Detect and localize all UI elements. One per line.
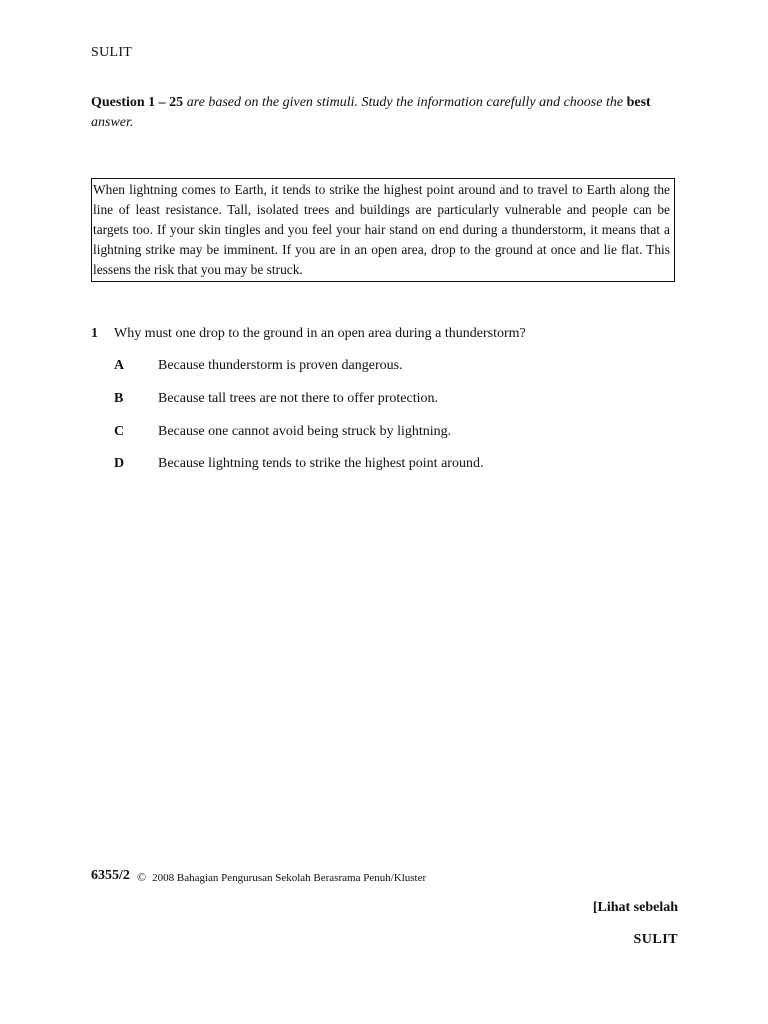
copyright-text: 2008 Bahagian Pengurusan Sekolah Berasrama Penuh/Kluster [152,872,427,884]
footer-next-page: [Lihat sebelah [592,900,678,915]
instructions-range: Question 1 – 25 [91,95,184,110]
option-c-letter: C [114,424,125,439]
footer-classification: SULIT [633,932,678,947]
option-c-text: Because one cannot avoid being struck by lightning. [158,424,452,439]
header-classification: SULIT [91,45,133,60]
option-b-text: Because tall trees are not there to offer protection. [158,391,439,406]
footer-paper-code: 6355/2 [91,868,130,883]
instructions-middle: are based on the given stimuli. Study the information carefully and choose the [183,95,627,110]
copyright-symbol: © [137,870,147,884]
stimulus-text: When lightning comes to Earth, it tends to strike the highest point around and to travel to Earth along the line of least resistance. Tall, isolated trees and buildings are particularly vulnerable and people can be targets too. If your skin tingles and you feel your hair stand on end during a thunderstorm, it means that a lightning strike may be imminent. If you are in an open area, drop to the ground at once and lie flat. This lessens the risk that you may be struck. [93,182,670,277]
option-a-text: Because thunderstorm is proven dangerous. [158,358,403,373]
instructions [91,93,681,133]
stimulus-box [91,178,675,282]
option-d-text: Because lightning tends to strike the highest point around. [158,456,484,471]
option-a-letter: A [114,358,125,373]
instructions-end: answer. [91,115,134,130]
question-number: 1 [91,326,98,341]
instructions-best: best [626,95,651,110]
option-d-letter: D [114,456,125,471]
footer-copyright [137,870,426,885]
question-stem: Why must one drop to the ground in an open area during a thunderstorm? [114,326,526,341]
option-b-letter: B [114,391,124,406]
